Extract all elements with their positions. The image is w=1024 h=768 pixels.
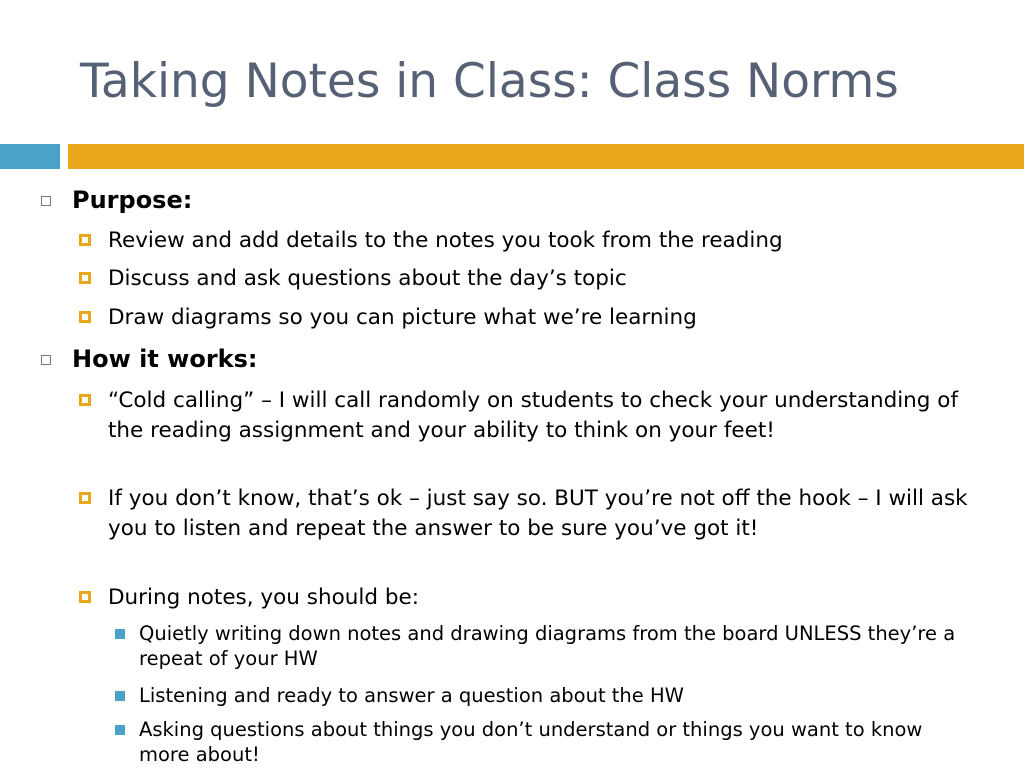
section-heading-purpose: Purpose:	[72, 185, 972, 215]
during-notes-subitem: Listening and ready to answer a question about the HW	[139, 683, 969, 708]
during-notes-subitem: Asking questions about things you don’t understand or things you want to know more about!	[139, 717, 969, 767]
square-outline-bullet-icon	[41, 355, 51, 365]
filled-square-bullet-icon	[115, 725, 125, 735]
square-bullet-icon	[79, 492, 91, 504]
square-bullet-icon	[79, 311, 91, 323]
section-heading-how-it-works: How it works:	[72, 344, 972, 374]
how-it-works-item: “Cold calling” – I will call randomly on students to check your understanding of the reading assignment and your ability to think on your feet!	[108, 386, 968, 446]
purpose-item: Discuss and ask questions about the day’s topic	[108, 264, 968, 294]
purpose-item: Draw diagrams so you can picture what we’re learning	[108, 303, 968, 333]
purpose-item: Review and add details to the notes you took from the reading	[108, 226, 968, 256]
how-it-works-item: If you don’t know, that’s ok – just say so. BUT you’re not off the hook – I will ask you to listen and repeat the answer to be sure you’ve got it!	[108, 484, 968, 544]
square-bullet-icon	[79, 234, 91, 246]
slide-title: Taking Notes in Class: Class Norms	[80, 54, 899, 109]
square-bullet-icon	[79, 272, 91, 284]
during-notes-subitem: Quietly writing down notes and drawing diagrams from the board UNLESS they’re a repeat of your HW	[139, 621, 969, 671]
filled-square-bullet-icon	[115, 691, 125, 701]
square-bullet-icon	[79, 394, 91, 406]
square-bullet-icon	[79, 591, 91, 603]
filled-square-bullet-icon	[115, 629, 125, 639]
square-outline-bullet-icon	[41, 196, 51, 206]
how-it-works-item: During notes, you should be:	[108, 583, 968, 613]
